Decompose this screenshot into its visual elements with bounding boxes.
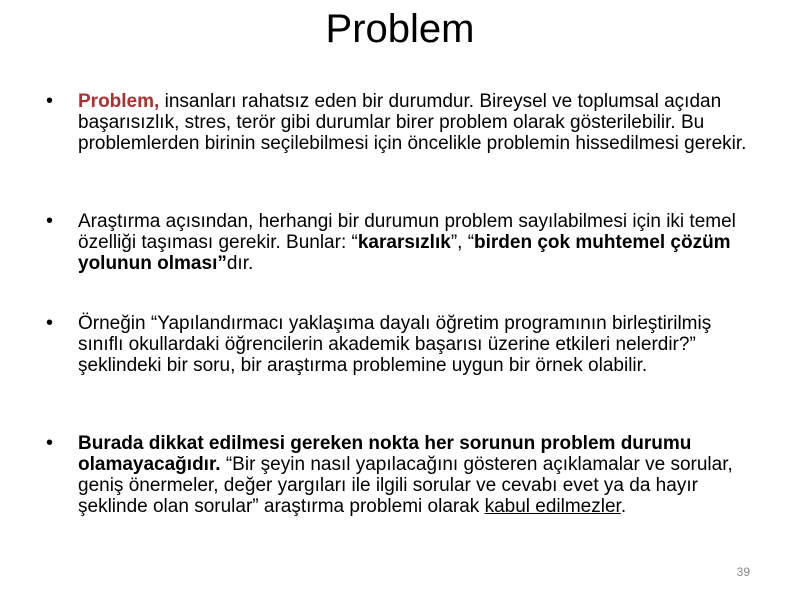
bullet-bold-term: kararsızlık (357, 232, 451, 253)
slide-title: Problem (325, 7, 475, 51)
bullet-body-text: ”, “ (450, 232, 475, 253)
bullet-lead-keyword: Problem, (78, 91, 160, 112)
bullet-body-text: insanları rahatsız eden bir durumdur. Bireysel ve toplumsal açıdan başarısızlık, stres, terör gibi durumlar birer problem olarak gösterilebilir. Bu problemlerden birinin seçilebilmesi için öncelikle problemin hissedilmesi gerekir. (78, 91, 747, 154)
bullet-text (78, 313, 758, 376)
bullet-icon: • (46, 210, 54, 232)
bullet-body-text: “Bir şeyin nasıl yapılacağını gösteren açıklamalar ve sorular, geniş önermeler, değer yargıları ile ilgili sorular ve cevabı evet ya da hayır şeklinde olan sorular” araştırma problemi olarak (78, 454, 733, 517)
bullet-body-text: dır. (226, 253, 254, 274)
bullet-body-text: . (620, 496, 627, 517)
bullet-underlined-text: kabul edilmezler (484, 496, 621, 517)
bullet-icon: • (46, 90, 54, 112)
bullet-bold-statement: Burada dikkat edilmesi gereken nokta her sorunun problem durumu olamayacağıdır. (78, 433, 692, 475)
bullet-body-text: Araştırma açısından, herhangi bir durumun problem sayılabilmesi için iki temel özelliği taşıması gerekir. Bunlar: “ (78, 211, 736, 253)
bullet-body-text: Örneğin “Yapılandırmacı yaklaşıma dayalı öğretim programının birleştirilmiş sınıflı okullardaki öğrencilerin akademik başarısı üzerine etkileri nelerdir?” şeklindeki bir soru, bir araştırma problemine uygun bir örnek olabilir. (78, 313, 712, 376)
bullet-text (78, 433, 758, 517)
bullet-icon: • (46, 432, 54, 454)
bullet-icon: • (46, 312, 54, 334)
bullet-text (78, 211, 758, 274)
bullet-text (78, 91, 758, 154)
page-number: 39 (736, 565, 750, 579)
bullet-bold-term: birden çok muhtemel çözüm yolunun olması” (78, 232, 731, 274)
